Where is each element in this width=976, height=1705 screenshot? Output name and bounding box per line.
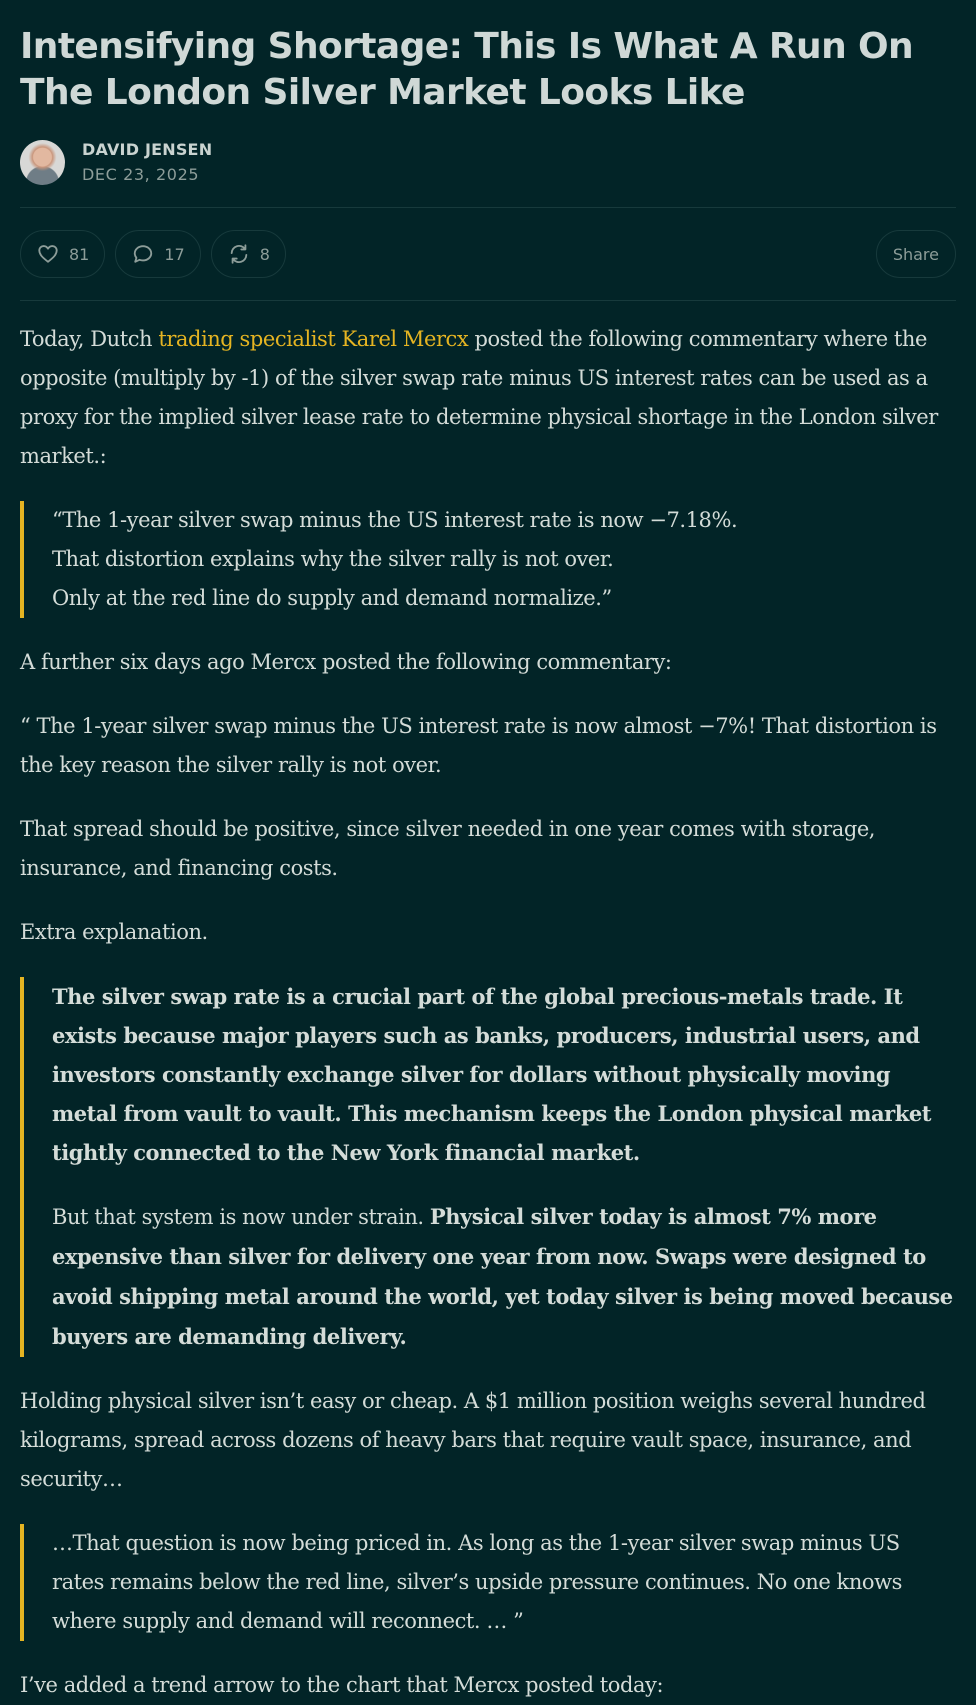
post-title: Intensifying Shortage: This Is What A Run On The London Silver Market Looks Like — [20, 26, 914, 113]
action-bar — [20, 208, 956, 300]
heart-icon — [37, 243, 59, 265]
blockquote — [20, 501, 956, 618]
share-button[interactable] — [876, 230, 956, 278]
post-body — [20, 320, 956, 1705]
paragraph: I’ve added a trend arrow to the chart that Mercx posted today: — [20, 1673, 664, 1697]
quote-paragraph: …That question is now being priced in. As long as the 1-year silver swap minus US rates remains below the red line, silver’s upside pressure continues. No one knows where supply and demand will reconnect. … ” — [52, 1531, 902, 1633]
restack-arrows-icon — [228, 243, 250, 265]
mercx-link[interactable]: trading specialist Karel Mercx — [158, 327, 469, 351]
quote-line: “The 1-year silver swap minus the US interest rate is now −7.18%. — [52, 508, 738, 532]
quote-line: That distortion explains why the silver rally is not over. — [52, 547, 614, 571]
share-label: Share — [892, 244, 939, 264]
byline — [20, 137, 956, 187]
paragraph: Holding physical silver isn’t easy or cheap. A $1 million position weighs several hundred kilograms, spread across dozens of heavy bars that require vault space, insurance, and security… — [20, 1389, 926, 1491]
paragraph: That spread should be positive, since silver needed in one year comes with storage, insurance, and financing costs. — [20, 817, 876, 880]
author-name[interactable]: DAVID JENSEN — [82, 140, 213, 159]
comment-count: 17 — [164, 244, 185, 264]
comment-button[interactable] — [115, 230, 200, 278]
author-avatar[interactable] — [20, 140, 65, 185]
quote-paragraph: But that system is now under strain. Physical silver today is almost 7% more expensive than silver for delivery one year from now. Swaps were designed to avoid shipping metal around the world, yet today silver is being moved because buyers are demanding delivery. — [52, 1204, 953, 1349]
speech-bubble-icon — [132, 243, 154, 265]
like-button[interactable] — [20, 230, 105, 278]
quote-line: Only at the red line do supply and demand normalize.” — [52, 586, 612, 610]
paragraph: “ The 1-year silver swap minus the US interest rate is now almost −7%! That distortion is the key reason the silver rally is not over. — [20, 714, 937, 777]
like-count: 81 — [69, 244, 90, 264]
divider — [20, 300, 956, 301]
blockquote — [20, 977, 956, 1357]
paragraph: A further six days ago Mercx posted the following commentary: — [20, 650, 672, 674]
quote-paragraph: The silver swap rate is a crucial part of the global precious-metals trade. It exists because major players such as banks, producers, industrial users, and investors constantly exchange silver for dollars without physically moving metal from vault to vault. This mechanism keeps the London physical market tightly connected to the New York financial market. — [52, 984, 932, 1165]
restack-count: 8 — [259, 244, 270, 264]
paragraph: Today, Dutch trading specialist Karel Mercx posted the following commentary where the opposite (multiply by -1) of the silver swap rate minus US interest rates can be used as a proxy for the implied silver lease rate to determine physical shortage in the London silver market.: — [20, 327, 938, 468]
blockquote — [20, 1524, 956, 1641]
restack-button[interactable] — [211, 230, 286, 278]
post-date: DEC 23, 2025 — [82, 165, 200, 184]
paragraph: Extra explanation. — [20, 920, 208, 944]
